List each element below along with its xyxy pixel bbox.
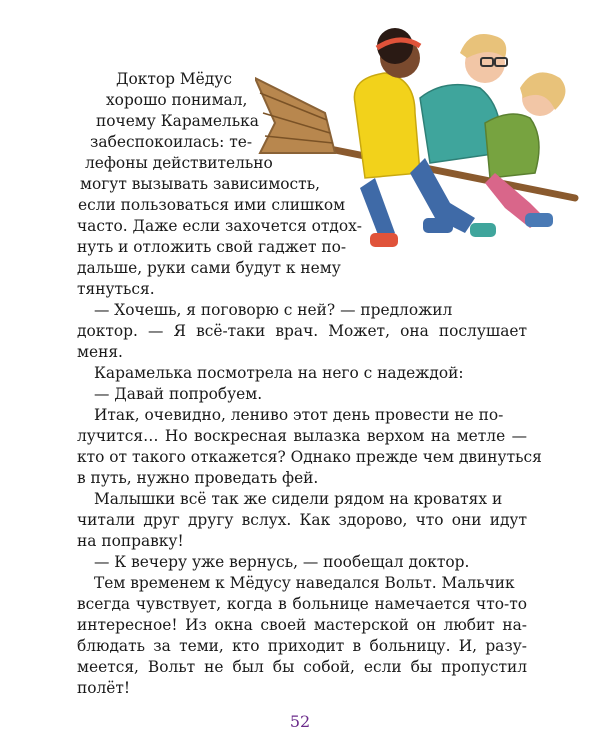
text-line: интересное! Из окна своей мастерской он любит на- (77, 616, 527, 634)
text-line: доктор. — Я всё-таки врач. Может, она послушает (77, 322, 527, 340)
text-line: лефоны действительно (85, 154, 273, 172)
text-line: полёт! (77, 679, 131, 697)
text-line: Итак, очевидно, лениво этот день провести не по- (94, 406, 504, 424)
text-line: — Хочешь, я поговорю с ней? — предложил (94, 301, 453, 319)
text-line: меня. (77, 343, 123, 361)
text-line: — К вечеру уже вернусь, — пообещал доктор. (94, 553, 470, 571)
text-line: часто. Даже если захочется отдох- (77, 217, 362, 235)
text-line: в путь, нужно проведать фей. (77, 469, 319, 487)
text-line: Доктор Мёдус (116, 70, 232, 88)
text-line: кто от такого откажется? Однако прежде чем двинуться (77, 448, 542, 466)
text-line: тянуться. (77, 280, 155, 298)
text-line: почему Карамелька (96, 112, 259, 130)
text-line: Тем временем к Мёдусу наведался Вольт. Мальчик (94, 574, 515, 592)
text-line: Карамелька посмотрела на него с надеждой: (94, 364, 464, 382)
text-line: Малышки всё так же сидели рядом на кроватях и (94, 490, 503, 508)
text-line: хорошо понимал, (106, 91, 248, 109)
text-line: блюдать за теми, кто приходит в больницу. И, разу- (77, 637, 527, 655)
text-line: нуть и отложить свой гаджет по- (77, 238, 347, 256)
text-line: всегда чувствует, когда в больнице намечается что-то (77, 595, 527, 613)
text-line: меется, Вольт не был бы собой, если бы пропустил (77, 658, 527, 676)
text-line: на поправку! (77, 532, 184, 550)
text-line: если пользоваться ими слишком (78, 196, 346, 214)
text-line: читали друг другу вслух. Как здорово, что они идут (77, 511, 527, 529)
page-number: 52 (289, 712, 311, 731)
text-line: дальше, руки сами будут к нему (77, 259, 341, 277)
text-line: лучится… Но воскресная вылазка верхом на метле — (77, 427, 527, 445)
text-line: — Давай попробуем. (94, 385, 263, 403)
text-line: могут вызывать зависимость, (80, 175, 320, 193)
text-line: забеспокоилась: те- (90, 133, 253, 151)
